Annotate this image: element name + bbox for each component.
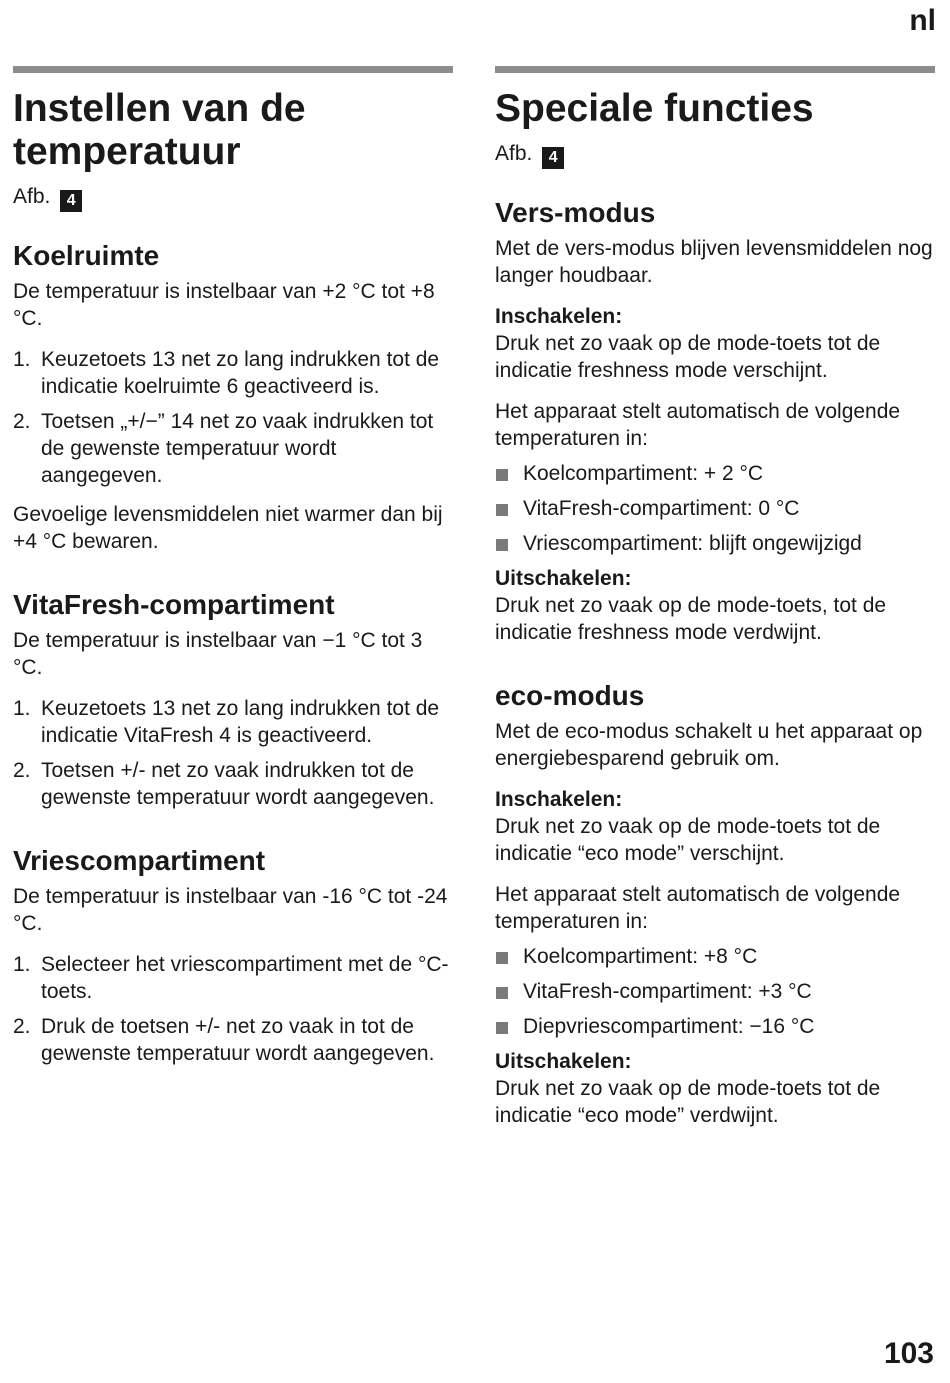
list-item [13, 695, 453, 749]
heading-vitafresh: VitaFresh-compartiment [13, 589, 335, 620]
step-text: Toetsen +/- net zo vaak indrukken tot de gewenste temperatuur wordt aangegeven. [41, 759, 435, 809]
list-item [13, 408, 453, 489]
language-code: nl [909, 4, 936, 37]
vitafresh-steps [13, 695, 453, 811]
item-text: Koelcompartiment: +8 °C [523, 945, 758, 968]
vers-off-label: Uitschakelen: [495, 567, 632, 590]
section-vitafresh [13, 589, 453, 811]
step-number: 2. [13, 759, 31, 782]
step-number: 1. [13, 697, 31, 720]
vers-intro: Met de vers-modus blijven levensmiddelen nog langer houdbaar. [495, 237, 933, 287]
item-text: VitaFresh-compartiment: +3 °C [523, 980, 812, 1003]
step-number: 2. [13, 1015, 31, 1038]
section-vers-modus [495, 197, 935, 646]
heading-vers-modus: Vers-modus [495, 197, 656, 228]
vries-steps [13, 951, 453, 1067]
item-text: VitaFresh-compartiment: 0 °C [523, 497, 800, 520]
vers-auto-text: Het apparaat stelt automatisch de volgende temperaturen in: [495, 400, 901, 450]
right-column [495, 66, 935, 1163]
eco-auto-text: Het apparaat stelt automatisch de volgende temperaturen in: [495, 883, 901, 933]
square-bullet-icon [496, 987, 508, 999]
figure-label: Afb. [13, 185, 51, 208]
page-title-special-functions: Speciale functies [495, 87, 814, 130]
heading-vriescompartiment: Vriescompartiment [13, 845, 266, 876]
list-item [495, 1013, 935, 1040]
eco-temperature-list [495, 943, 935, 1040]
step-number: 1. [13, 953, 31, 976]
section-vriescompartiment [13, 845, 453, 1067]
step-number: 1. [13, 348, 31, 371]
square-bullet-icon [496, 504, 508, 516]
square-bullet-icon [496, 952, 508, 964]
step-text: Selecteer het vriescompartiment met de °C-toets. [41, 953, 449, 1003]
koelruimte-steps [13, 346, 453, 489]
item-text: Vriescompartiment: blijft ongewijzigd [523, 532, 862, 555]
section-rule [495, 66, 935, 73]
eco-off-text: Druk net zo vaak op de mode-toets tot de indicatie “eco mode” verdwijnt. [495, 1077, 881, 1127]
left-column [13, 66, 453, 1101]
figure-reference [13, 183, 453, 212]
vers-on-text: Druk net zo vaak op de mode-toets tot de indicatie freshness mode verschijnt. [495, 332, 881, 382]
figure-label: Afb. [495, 142, 533, 165]
heading-koelruimte: Koelruimte [13, 240, 160, 271]
vers-temperature-list [495, 460, 935, 557]
step-text: Keuzetoets 13 net zo lang indrukken tot de indicatie koelruimte 6 geactiveerd is. [41, 348, 440, 398]
page-number: 103 [883, 1337, 934, 1370]
step-number: 2. [13, 410, 31, 433]
list-item [495, 943, 935, 970]
square-bullet-icon [496, 1022, 508, 1034]
eco-intro: Met de eco-modus schakelt u het apparaat op energiebesparend gebruik om. [495, 720, 923, 770]
vers-on-label: Inschakelen: [495, 305, 623, 328]
section-rule [13, 66, 453, 73]
list-item [495, 978, 935, 1005]
figure-number-badge: 4 [542, 147, 564, 169]
eco-on-text: Druk net zo vaak op de mode-toets tot de indicatie “eco mode” verschijnt. [495, 815, 881, 865]
figure-number-badge: 4 [60, 190, 82, 212]
eco-on-label: Inschakelen: [495, 788, 623, 811]
vries-intro: De temperatuur is instelbaar van -16 °C tot -24 °C. [13, 885, 448, 935]
figure-reference [495, 140, 935, 169]
list-item [13, 757, 453, 811]
heading-eco-modus: eco-modus [495, 680, 645, 711]
list-item [13, 951, 453, 1005]
eco-off-label: Uitschakelen: [495, 1050, 632, 1073]
section-koelruimte [13, 240, 453, 555]
list-item [495, 495, 935, 522]
square-bullet-icon [496, 469, 508, 481]
square-bullet-icon [496, 539, 508, 551]
list-item [13, 346, 453, 400]
list-item [13, 1013, 453, 1067]
step-text: Toetsen „+/−” 14 net zo vaak indrukken tot de gewenste temperatuur wordt aangegeven. [41, 410, 434, 487]
item-text: Koelcompartiment: + 2 °C [523, 462, 764, 485]
vitafresh-intro: De temperatuur is instelbaar van −1 °C tot 3 °C. [13, 629, 423, 679]
section-eco-modus [495, 680, 935, 1129]
list-item [495, 530, 935, 557]
vers-off-text: Druk net zo vaak op de mode-toets, tot de indicatie freshness mode verdwijnt. [495, 594, 887, 644]
step-text: Keuzetoets 13 net zo lang indrukken tot de indicatie VitaFresh 4 is geactiveerd. [41, 697, 440, 747]
koelruimte-note: Gevoelige levensmiddelen niet warmer dan bij +4 °C bewaren. [13, 503, 443, 553]
page-title-temperature: Instellen van de temperatuur [13, 87, 306, 173]
step-text: Druk de toetsen +/- net zo vaak in tot de gewenste temperatuur wordt aangegeven. [41, 1015, 435, 1065]
koelruimte-intro: De temperatuur is instelbaar van +2 °C tot +8 °C. [13, 280, 435, 330]
item-text: Diepvriescompartiment: −16 °C [523, 1015, 815, 1038]
list-item [495, 460, 935, 487]
